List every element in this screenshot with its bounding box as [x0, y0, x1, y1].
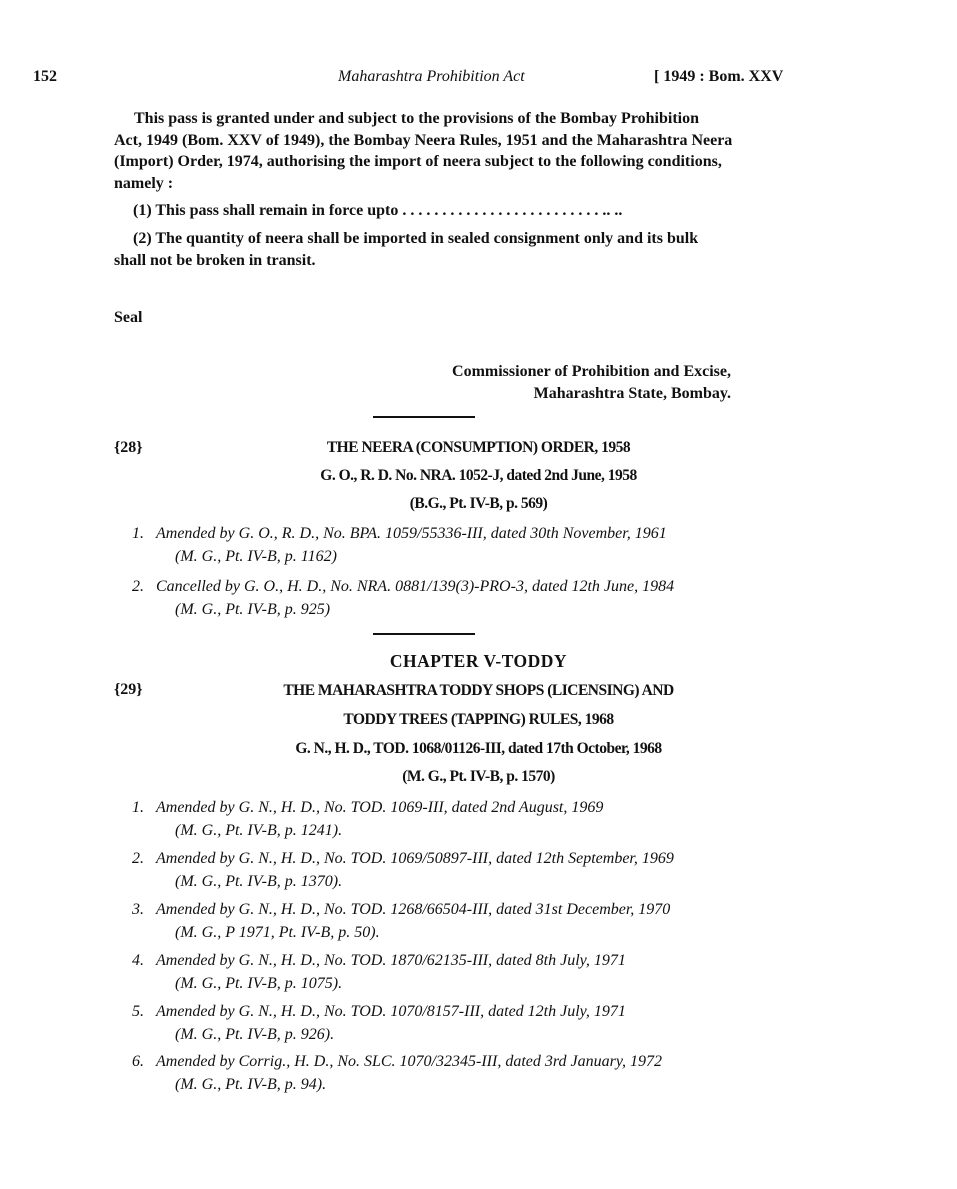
amendment-text: Amended by G. N., H. D., No. TOD. 1870/62135-III, dated 8th July, 1971 [156, 952, 626, 969]
amendment-gazette: (M. G., Pt. IV-B, p. 1162) [175, 548, 337, 565]
amendment-number: 4. [132, 952, 144, 969]
amendment-number: 2. [132, 578, 144, 595]
amendment-gazette: (M. G., Pt. IV-B, p. 1241). [175, 822, 343, 839]
seal-label: Seal [114, 309, 143, 326]
section-28-title: THE NEERA (CONSUMPTION) ORDER, 1958 [326, 439, 631, 456]
section-divider [373, 416, 475, 418]
amendment-gazette: (M. G., Pt. IV-B, p. 926). [175, 1026, 335, 1043]
amendment-text: Cancelled by G. O., H. D., No. NRA. 0881/139(3)-PRO-3, dated 12th June, 1984 [156, 578, 675, 595]
section-28-notification: G. O., R. D. No. NRA. 1052-J, dated 2nd June, 1958 [320, 467, 637, 484]
amendment-gazette: (M. G., Pt. IV-B, p. 1075). [175, 975, 343, 992]
section-29-title-line2: TODDY TREES (TAPPING) RULES, 1968 [343, 711, 614, 728]
pass-paragraph [114, 108, 734, 194]
amendment-number: 1. [132, 799, 144, 816]
section-ref-29: {29} [114, 681, 143, 698]
section-divider [373, 633, 475, 635]
amendment-text: Amended by G. N., H. D., No. TOD. 1069/50897-III, dated 12th September, 1969 [156, 850, 674, 867]
section-28-gazette: (B.G., Pt. IV-B, p. 569) [409, 495, 548, 512]
condition-1: (1) This pass shall remain in force upto . . . . . . . . . . . . . . . . . . . . . . . . . .. .. [133, 202, 623, 219]
amendment-number: 1. [132, 525, 144, 542]
amendment-text: Amended by G. O., R. D., No. BPA. 1059/55336-III, dated 30th November, 1961 [156, 525, 667, 542]
pass-line: (Import) Order, 1974, authorising the import of neera subject to the following conditions, [114, 153, 722, 170]
amendment-number: 6. [132, 1053, 144, 1070]
amendment-gazette: (M. G., P 1971, Pt. IV-B, p. 50). [175, 924, 380, 941]
amendment-number: 3. [132, 901, 144, 918]
pass-line: Act, 1949 (Bom. XXV of 1949), the Bombay Neera Rules, 1951 and the Maharashtra Neera [114, 131, 733, 149]
chapter-heading: CHAPTER V-TODDY [389, 651, 568, 671]
running-title: Maharashtra Prohibition Act [338, 68, 525, 85]
amendment-number: 5. [132, 1003, 144, 1020]
condition-2-line1: (2) The quantity of neera shall be imported in sealed consignment only and its bulk [133, 230, 699, 247]
amendment-number: 2. [132, 850, 144, 867]
amendment-text: Amended by G. N., H. D., No. TOD. 1268/66504-III, dated 31st December, 1970 [156, 901, 671, 918]
section-29-notification: G. N., H. D., TOD. 1068/01126-III, dated 17th October, 1968 [295, 740, 662, 757]
amendment-gazette: (M. G., Pt. IV-B, p. 94). [175, 1076, 327, 1093]
amendment-text: Amended by Corrig., H. D., No. SLC. 1070/32345-III, dated 3rd January, 1972 [156, 1053, 663, 1070]
section-29-title-line1: THE MAHARASHTRA TODDY SHOPS (LICENSING) AND [283, 682, 674, 699]
pass-line: namely : [114, 174, 174, 192]
amendment-gazette: (M. G., Pt. IV-B, p. 925) [175, 601, 331, 618]
amendment-text: Amended by G. N., H. D., No. TOD. 1070/8157-III, dated 12th July, 1971 [156, 1003, 626, 1020]
page-number: 152 [33, 68, 57, 85]
amendment-gazette: (M. G., Pt. IV-B, p. 1370). [175, 873, 343, 890]
section-ref-28: {28} [114, 439, 143, 456]
section-29-gazette: (M. G., Pt. IV-B, p. 1570) [402, 768, 555, 785]
act-reference: [ 1949 : Bom. XXV [654, 68, 784, 85]
signatory-title: Commissioner of Prohibition and Excise, [452, 363, 731, 380]
signatory-place: Maharashtra State, Bombay. [533, 385, 731, 402]
condition-2-line2: shall not be broken in transit. [114, 252, 316, 269]
amendment-text: Amended by G. N., H. D., No. TOD. 1069-III, dated 2nd August, 1969 [156, 799, 604, 816]
pass-line: This pass is granted under and subject to the provisions of the Bombay Prohibition [134, 110, 699, 127]
